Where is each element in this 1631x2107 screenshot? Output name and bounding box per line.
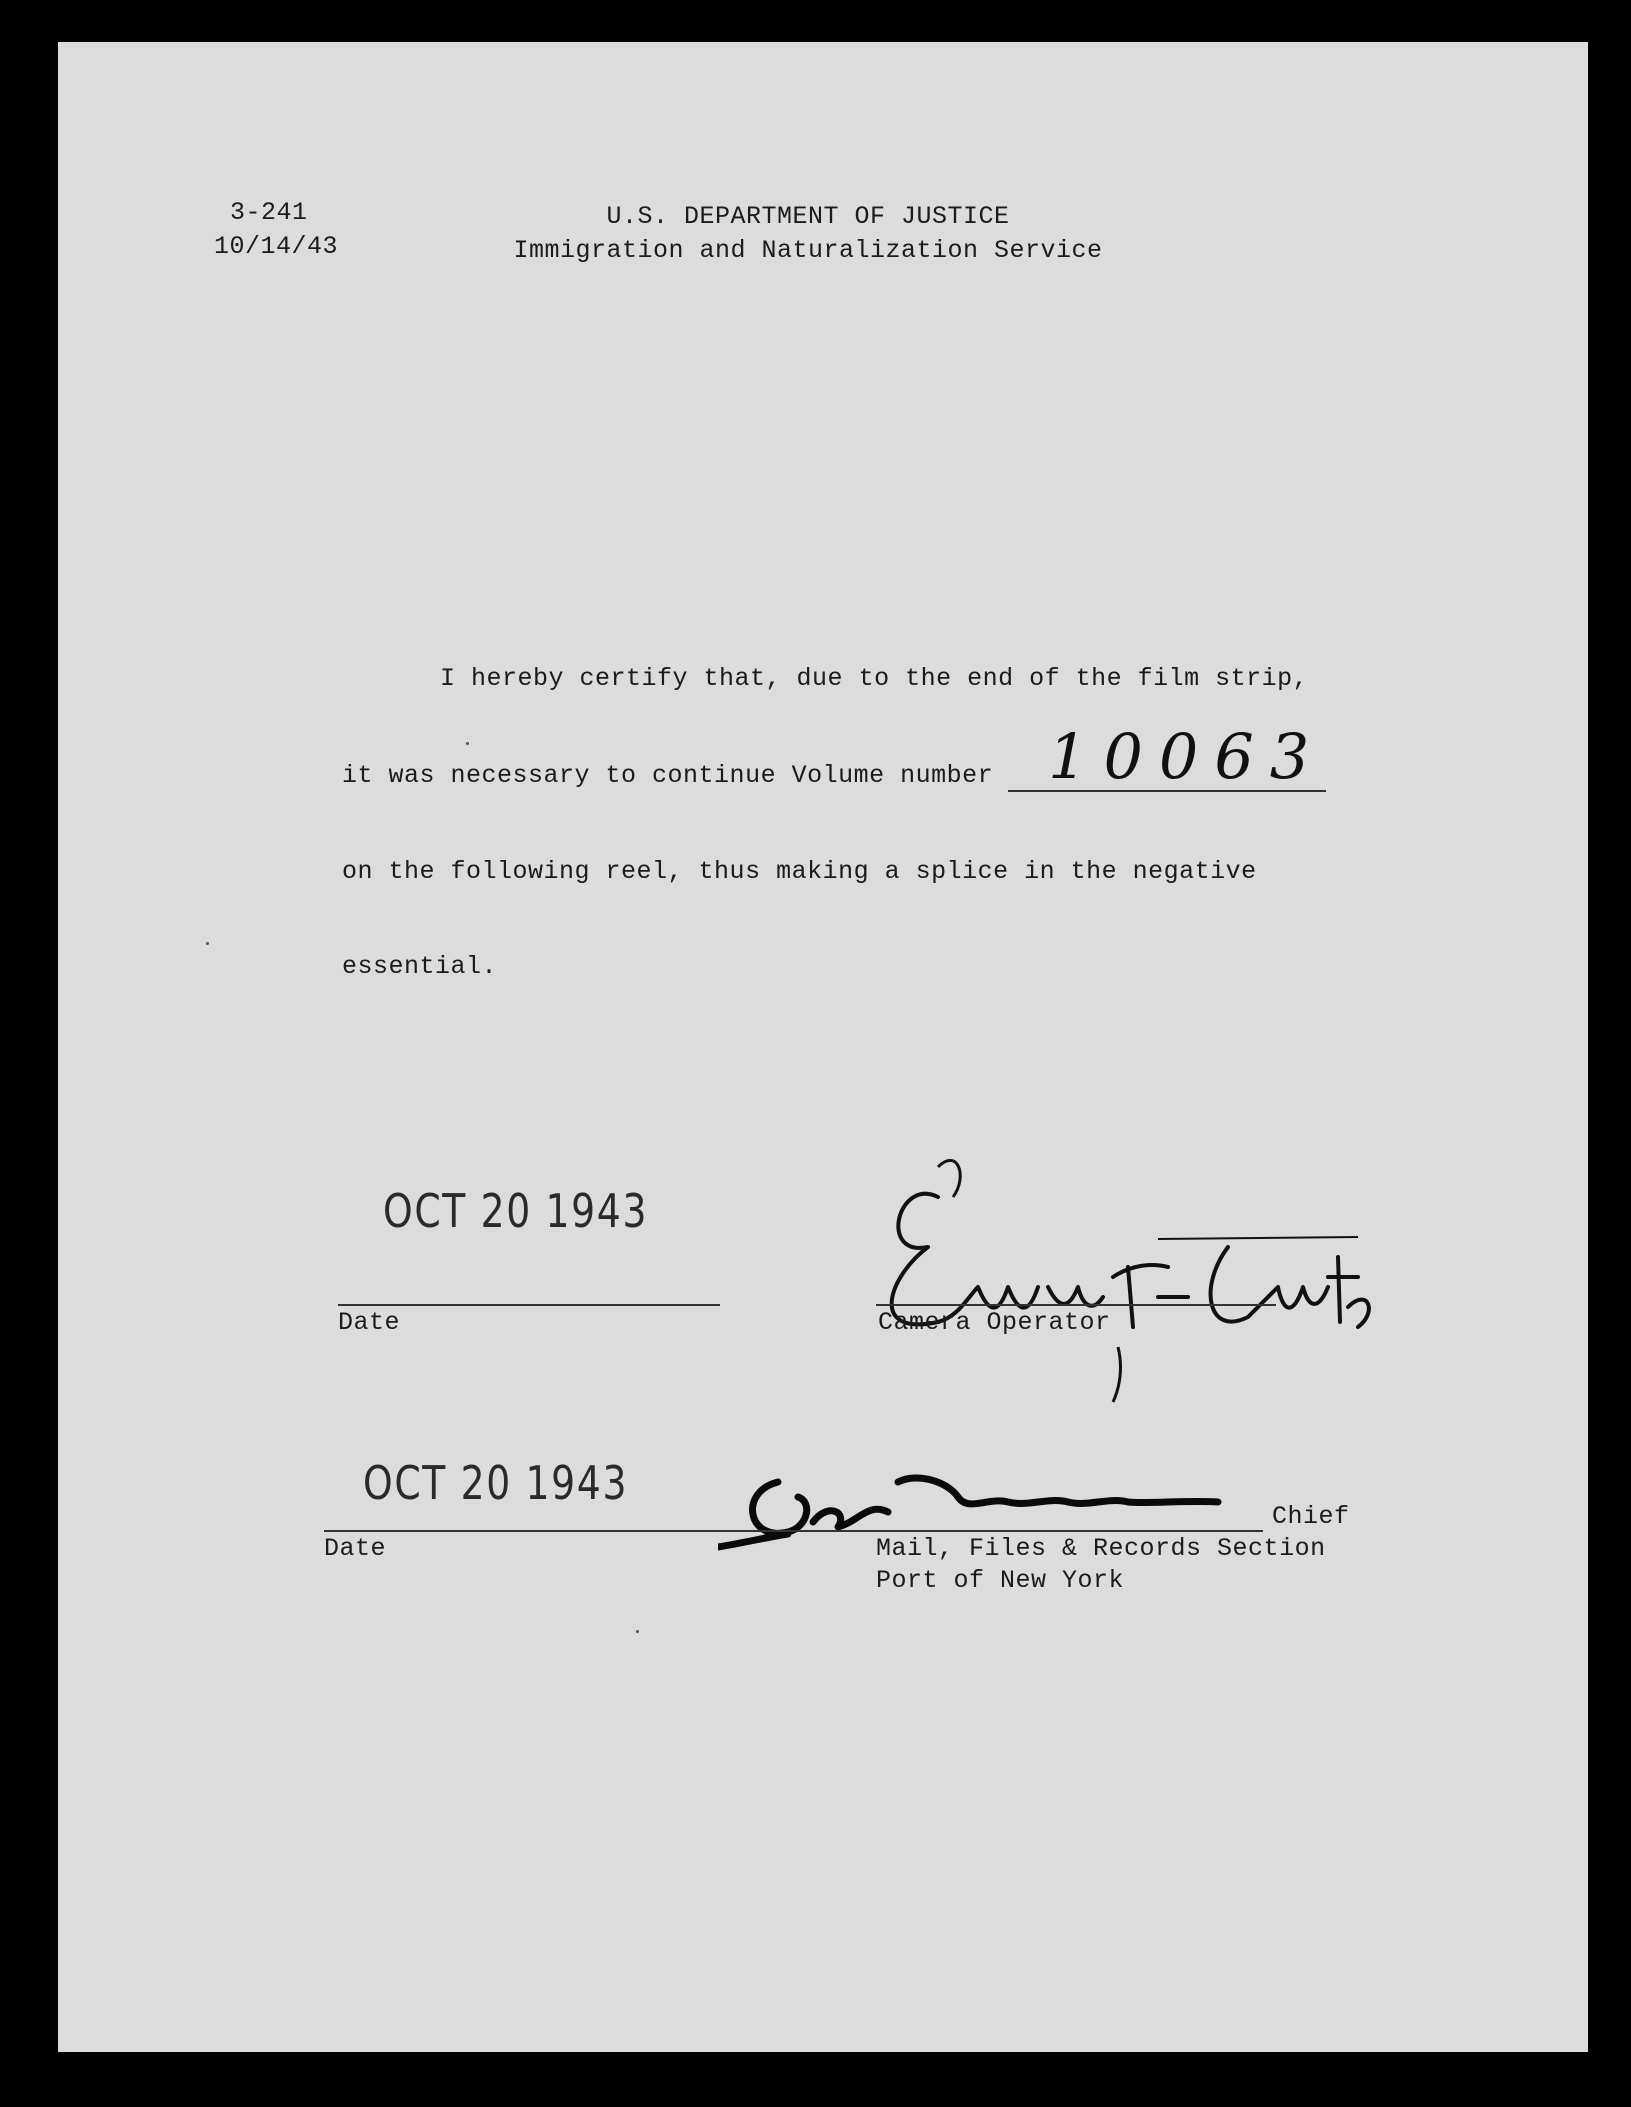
certify-line-1: I hereby certify that, due to the end of the film strip, (440, 664, 1309, 693)
date-line-chief (324, 1530, 764, 1532)
form-date: 10/14/43 (214, 232, 339, 261)
section-line: Mail, Files & Records Section (876, 1534, 1326, 1563)
chief-label: Chief (1272, 1502, 1350, 1531)
date-label-chief: Date (324, 1534, 387, 1563)
document-page (58, 42, 1588, 2052)
certify-line-3: on the following reel, thus making a splice in the negative (342, 857, 1257, 886)
speck (206, 942, 209, 945)
certify-line-2: it was necessary to continue Volume number (342, 761, 994, 790)
camera-operator-label: Camera Operator (878, 1308, 1111, 1337)
chief-line (758, 1530, 1263, 1532)
date-label-camera: Date (338, 1308, 401, 1337)
date-stamp-chief: OCT 20 1943 (363, 1456, 629, 1510)
speck (636, 1630, 639, 1633)
service-title: Immigration and Naturalization Service (513, 236, 1103, 265)
speck (466, 742, 469, 745)
camera-operator-line (876, 1304, 1276, 1306)
port-line: Port of New York (876, 1566, 1125, 1595)
date-line-camera (338, 1304, 720, 1306)
department-title: U.S. DEPARTMENT OF JUSTICE (606, 202, 1010, 231)
volume-number: 10063 (1048, 720, 1326, 793)
date-stamp-camera: OCT 20 1943 (383, 1184, 649, 1238)
form-number: 3-241 (230, 198, 308, 227)
certify-line-4: essential. (342, 952, 498, 981)
camera-operator-signature (858, 1137, 1378, 1407)
